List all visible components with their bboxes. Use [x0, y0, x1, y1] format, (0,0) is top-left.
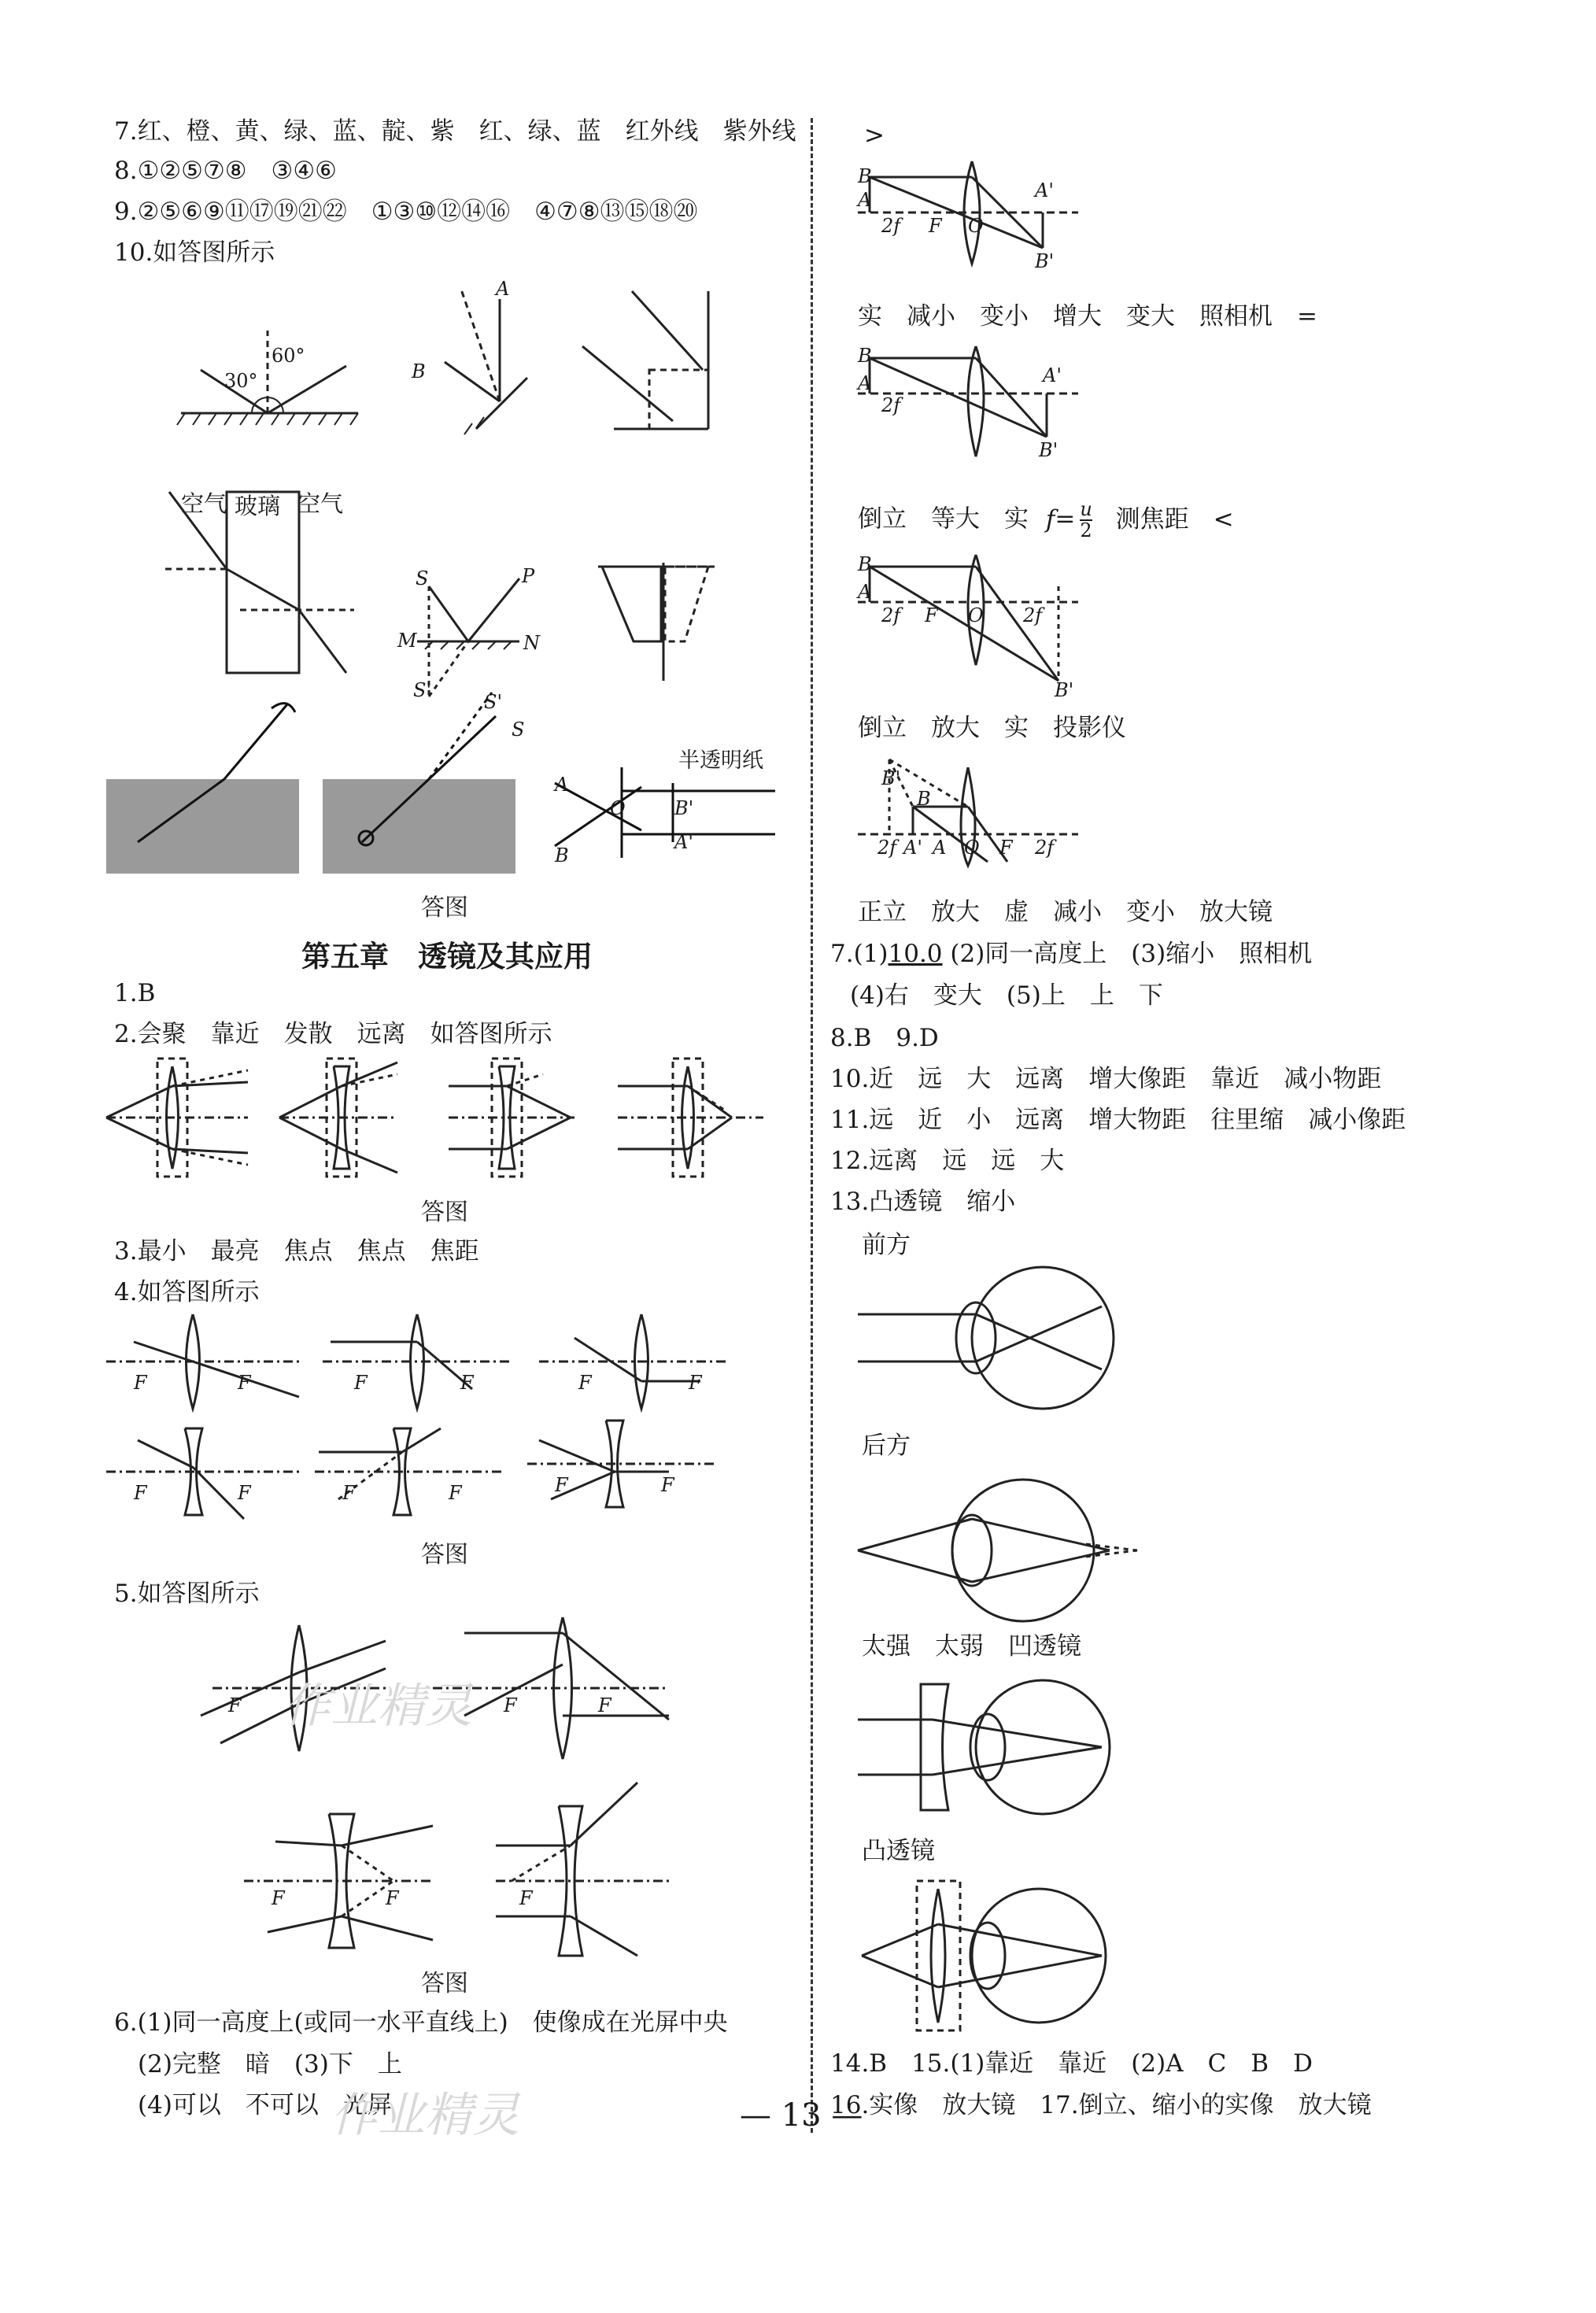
- two-f-label: 2f: [877, 837, 897, 859]
- answer-row-2-suffix: 测焦距 <: [1115, 504, 1234, 534]
- eye-front-diagram: [858, 1259, 1118, 1417]
- point-b-prime-label: B': [881, 767, 901, 789]
- watermark: 作业精灵: [283, 1679, 472, 1734]
- point-b-label: B: [917, 788, 931, 810]
- lens-image-diagram-2: [858, 342, 1094, 460]
- lens-image-diagram-3: [858, 551, 1094, 701]
- point-o-label: O: [610, 797, 626, 819]
- convex-lens-label: 凸透镜: [862, 1837, 935, 1865]
- point-b-label: B: [858, 345, 872, 367]
- answer-9: 9.②⑤⑥⑨⑪⑰⑲㉑㉒ ①③⑩⑫⑭⑯ ④⑦⑧⑬⑮⑱⑳: [114, 198, 698, 226]
- focus-label: F: [929, 215, 942, 237]
- front-label: 前方: [862, 1231, 911, 1259]
- answer-row-1: 实 减小 变小 增大 变大 照相机 =: [858, 302, 1317, 331]
- q7-rest: (2)同一高度上 (3)缩小 照相机: [950, 940, 1313, 968]
- lens-image-diagram-4: [858, 752, 1094, 870]
- focus-label: F: [504, 1694, 517, 1716]
- point-b-prime-label: B': [1035, 250, 1055, 272]
- point-b-label: B: [412, 360, 426, 382]
- water-and-pinhole-diagrams: [106, 693, 783, 881]
- refraction-diagrams: [157, 484, 748, 701]
- focus-label: F: [354, 1372, 368, 1394]
- point-a-prime-label: A': [674, 831, 693, 853]
- two-f-label: 2f: [1023, 604, 1043, 626]
- q7-value: 10.0: [888, 940, 943, 968]
- answer-5-6-2: (2)完整 暗 (3)下 上: [138, 2050, 402, 2078]
- answer-12: 12.远离 远 远 大: [830, 1147, 1065, 1175]
- answer-10: 10.近 远 大 远离 增大像距 靠近 减小物距: [830, 1065, 1382, 1093]
- lens-ray-diagrams: [197, 1609, 700, 1956]
- focal-symbol: f: [1045, 504, 1055, 534]
- answer-7: 7.红、橙、黄、绿、蓝、靛、紫 红、绿、蓝 红外线 紫外线: [114, 117, 796, 146]
- page-number: — 13 —: [740, 2097, 863, 2134]
- figure-caption-1: 答图: [421, 894, 468, 922]
- point-a-prime-label: A': [1035, 179, 1054, 201]
- point-a-label: A: [858, 581, 872, 603]
- angle-60-label: 60°: [272, 345, 305, 367]
- point-n-label: N: [523, 632, 540, 654]
- answer-row-3: 倒立 放大 实 投影仪: [858, 714, 1126, 742]
- point-s-prime-label: S': [413, 679, 432, 701]
- answer-5-5: 5.如答图所示: [114, 1580, 260, 1608]
- strong-weak-label: 太强 太弱 凹透镜: [862, 1632, 1081, 1661]
- equals-sign: =: [1055, 504, 1076, 534]
- lens-image-diagram-1: [858, 157, 1094, 272]
- semi-transparent-paper-label: 半透明纸: [678, 748, 763, 773]
- special-rays-diagrams: [102, 1310, 779, 1527]
- answer-row-2-text: 倒立 等大 实: [858, 504, 1029, 534]
- focus-label: F: [661, 1474, 674, 1496]
- focus-label: F: [342, 1482, 356, 1504]
- answer-5-3: 3.最小 最亮 焦点 焦点 焦距: [114, 1237, 479, 1265]
- two-f-label: 2f: [881, 394, 901, 416]
- eye-back-diagram: [858, 1472, 1157, 1629]
- point-a-label: A: [858, 372, 872, 394]
- figure-caption-2: 答图: [421, 1199, 468, 1226]
- fraction-denominator: 2: [1080, 519, 1092, 542]
- angle-30-label: 30°: [224, 370, 258, 392]
- point-b-prime-label: B': [1055, 679, 1074, 701]
- answer-8-9: 8.B 9.D: [830, 1024, 939, 1052]
- answer-14-15: 14.B 15.(1)靠近 靠近 (2)A C B D: [830, 2049, 1313, 2078]
- point-m-label: M: [397, 630, 417, 652]
- point-b-prime-label: B': [674, 797, 694, 819]
- air-left-label: 空气: [181, 490, 227, 517]
- focus-label: F: [555, 1474, 568, 1496]
- back-label: 后方: [862, 1432, 911, 1460]
- answer-16-17: 16.实像 放大镜 17.倒立、缩小的实像 放大镜: [830, 2091, 1372, 2119]
- air-right-label: 空气: [297, 490, 344, 517]
- focus-label: F: [449, 1482, 462, 1504]
- figure-caption-3: 答图: [421, 1541, 468, 1568]
- answer-8: 8.①②⑤⑦⑧ ③④⑥: [114, 157, 337, 185]
- point-b3-label: B: [555, 844, 569, 866]
- point-b-label: B: [858, 165, 872, 187]
- point-s2-label: S: [512, 719, 525, 741]
- point-a-label: A: [858, 189, 872, 211]
- chapter-title: 第五章 透镜及其应用: [301, 939, 593, 974]
- fraction: [1080, 500, 1092, 541]
- answer-row-2: [858, 500, 1234, 541]
- answer-7-line-1: [830, 940, 1312, 967]
- lens-convergence-diagrams: [102, 1055, 779, 1184]
- reflection-diagrams: [177, 278, 744, 441]
- point-b-prime-label: B': [1039, 439, 1058, 461]
- focus-label: F: [238, 1482, 251, 1504]
- point-a-prime-label: A': [903, 837, 922, 859]
- point-s-label: S: [416, 567, 429, 589]
- figure-caption-4: 答图: [421, 1970, 468, 1997]
- focus-label: F: [598, 1694, 611, 1716]
- optical-center-label: O: [968, 604, 984, 626]
- optical-center-label: O: [964, 837, 980, 859]
- answer-row-4: 正立 放大 虚 减小 变小 放大镜: [858, 898, 1273, 926]
- focus-label: F: [578, 1372, 592, 1394]
- glass-label: 玻璃: [235, 493, 281, 519]
- two-f-label: 2f: [881, 604, 901, 626]
- answer-5-6-3: (4)可以 不可以 光屏: [138, 2091, 392, 2119]
- answer-11: 11.远 近 小 远离 增大物距 往里缩 减小像距: [830, 1106, 1406, 1134]
- focus-label: F: [134, 1372, 147, 1394]
- focus-label: F: [238, 1372, 251, 1394]
- column-divider: [811, 118, 813, 2133]
- point-a-label: A: [496, 278, 510, 300]
- eye-convex-correction-diagram: [858, 1877, 1125, 2034]
- watermark: 作业精灵: [331, 2088, 519, 2143]
- point-p-label: P: [522, 565, 535, 587]
- focus-label: F: [272, 1887, 285, 1909]
- answer-13: 13.凸透镜 缩小: [830, 1188, 1016, 1216]
- q7-prefix: 7.(1): [830, 940, 889, 968]
- eye-concave-correction-diagram: [858, 1668, 1125, 1826]
- comparison-mark: >: [864, 121, 885, 150]
- answer-5-1: 1.B: [114, 979, 156, 1007]
- focus-label: F: [386, 1887, 399, 1909]
- focus-label: F: [925, 604, 938, 626]
- two-f-label: 2f: [881, 215, 901, 237]
- point-a-label: A: [933, 837, 947, 859]
- answer-5-2: 2.会聚 靠近 发散 远离 如答图所示: [114, 1020, 552, 1048]
- focus-label: F: [460, 1372, 474, 1394]
- focus-label: F: [689, 1372, 702, 1394]
- point-s2-prime-label: S': [484, 691, 503, 713]
- point-a3-label: A: [555, 774, 569, 796]
- focus-label: F: [999, 837, 1013, 859]
- answer-5-4: 4.如答图所示: [114, 1278, 260, 1306]
- point-b-label: B: [858, 553, 872, 575]
- two-f-label: 2f: [1035, 837, 1055, 859]
- answer-7-line-2: (4)右 变大 (5)上 上 下: [850, 981, 1163, 1010]
- answer-5-6-1: 6.(1)同一高度上(或同一水平直线上) 使像成在光屏中央: [114, 2008, 728, 2037]
- focus-label: F: [519, 1887, 533, 1909]
- optical-center-label: O: [968, 215, 984, 237]
- point-a-prime-label: A': [1043, 364, 1062, 386]
- focus-label: F: [228, 1694, 242, 1716]
- fraction-numerator: u: [1080, 498, 1092, 520]
- focus-label: F: [134, 1482, 147, 1504]
- answer-10: 10.如答图所示: [114, 238, 275, 267]
